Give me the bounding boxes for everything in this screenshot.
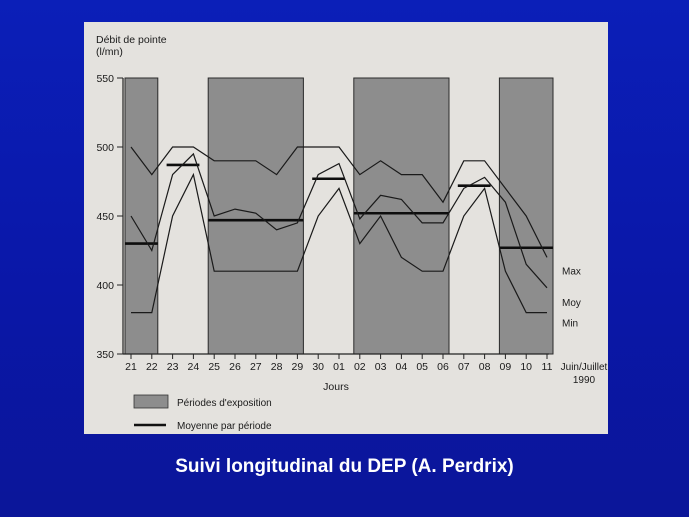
x-tick-label-30: 30 — [312, 361, 325, 373]
x-tick-label-27: 27 — [249, 361, 262, 373]
x-tick-label-11: 11 — [541, 361, 553, 373]
y-axis-label: Débit de pointe — [96, 34, 167, 46]
x-tick-label-03: 03 — [374, 361, 387, 373]
y-tick-label-450: 450 — [96, 211, 114, 223]
x-tick-label-29: 29 — [291, 361, 304, 373]
legend-exposure-swatch — [134, 395, 168, 408]
x-tick-label-02: 02 — [353, 361, 366, 373]
date-label: Juin/Juillet — [560, 362, 608, 373]
x-tick-label-28: 28 — [270, 361, 283, 373]
x-tick-label-09: 09 — [499, 361, 512, 373]
slide-title: Suivi longitudinal du DEP (A. Perdrix) — [175, 456, 514, 477]
x-tick-label-06: 06 — [437, 361, 449, 373]
peak-flow-chart — [84, 22, 608, 434]
y-tick-label-550: 550 — [96, 73, 114, 85]
x-axis-label: Jours — [323, 381, 349, 393]
x-tick-label-24: 24 — [187, 361, 200, 373]
series-line-min — [131, 175, 547, 313]
x-tick-label-04: 04 — [395, 361, 408, 373]
x-tick-label-26: 26 — [229, 361, 241, 373]
series-label-min: Min — [562, 318, 579, 330]
date-year-label: 1990 — [572, 375, 596, 386]
x-tick-label-22: 22 — [145, 361, 158, 373]
legend-exposure-label: Périodes d'exposition — [177, 398, 272, 409]
y-tick-label-350: 350 — [96, 349, 114, 361]
x-tick-label-25: 25 — [208, 361, 221, 373]
y-axis-unit: (l/mn) — [96, 46, 123, 58]
legend-mean-label: Moyenne par période — [177, 421, 272, 432]
series-label-moy: Moy — [562, 297, 581, 309]
exposure-band-3 — [354, 78, 449, 354]
series-label-max: Max — [562, 266, 581, 278]
y-tick-label-400: 400 — [96, 280, 114, 292]
x-tick-label-05: 05 — [416, 361, 429, 373]
y-tick-label-500: 500 — [96, 142, 114, 154]
x-tick-label-23: 23 — [166, 361, 179, 373]
x-tick-label-08: 08 — [478, 361, 491, 373]
x-tick-label-01: 01 — [333, 361, 345, 373]
x-tick-label-21: 21 — [125, 361, 137, 373]
chart-figure — [84, 22, 608, 434]
x-tick-label-07: 07 — [457, 361, 470, 373]
x-tick-label-10: 10 — [520, 361, 533, 373]
exposure-band-2 — [208, 78, 303, 354]
